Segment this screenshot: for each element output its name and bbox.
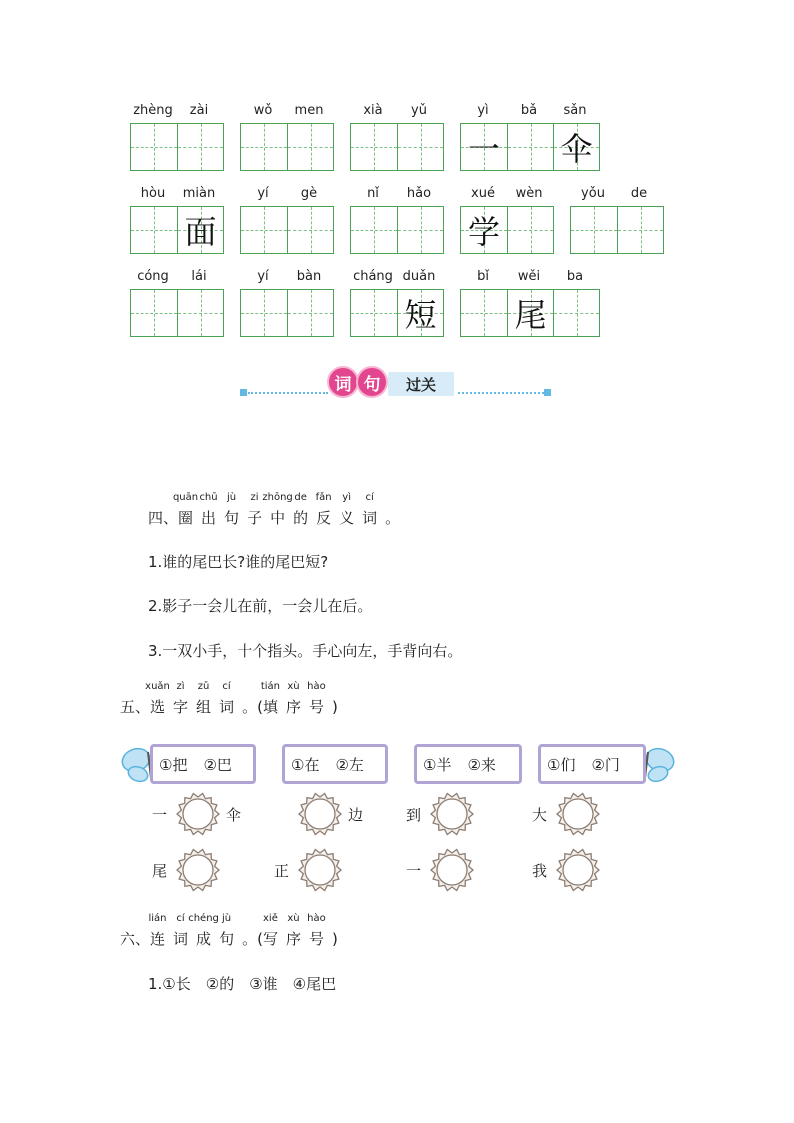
ruby-base: 选 [150,698,166,716]
blank-before-char: 一 [406,862,422,880]
ruby-base: 成 [196,930,212,948]
ruby-char [285,913,301,949]
question-4-item: 1.谁的尾巴长?谁的尾巴短? [148,553,329,571]
writing-cell[interactable] [351,290,397,336]
pinyin-label: gè [300,186,318,201]
banner-left-line [248,392,328,394]
blank-before-char: 尾 [152,862,168,880]
writing-cell[interactable] [461,207,507,253]
punctuation: ) [331,698,338,716]
writing-cell[interactable] [397,207,443,253]
writing-cell[interactable] [241,207,287,253]
pinyin-label: de [630,186,648,201]
question-4-item: 3.一双小手，十个指头。手心向左，手背向右。 [148,642,463,660]
ruby-pinyin: zi [250,492,259,503]
ruby-char [148,913,167,949]
writing-cell[interactable] [351,207,397,253]
punctuation: 。( [242,698,263,716]
option-b: ②巴 [203,755,232,774]
ruby-base: 词 [219,698,235,716]
question-6-item: 1.①长 ②的 ③谁 ④尾巴 [148,975,337,993]
pinyin-label: sǎn [563,103,587,118]
sun-blank[interactable] [176,792,220,836]
blank-before-char: 我 [532,862,548,880]
ruby-pinyin: jù [226,492,237,503]
option-b: ②门 [591,755,620,774]
ruby-base: 号 [308,930,324,948]
pinyin-label: bǎ [520,103,538,118]
ruby-char [362,492,378,528]
ruby-base: 义 [339,509,355,527]
ruby-pinyin: cí [222,681,231,692]
grid-character: 面 [184,213,217,251]
ruby-pinyin: tián [260,681,281,692]
writing-cell[interactable] [397,290,443,336]
ruby-pinyin: jù [222,913,232,924]
ruby-char [285,681,301,717]
ruby-pinyin: cí [176,913,185,924]
writing-cell[interactable] [131,124,177,170]
pinyin-label: miàn [182,186,216,201]
option-a: ①们 [547,755,576,774]
ruby-char [262,913,278,949]
question-6-title [120,913,338,949]
ruby-char [173,681,189,717]
writing-cell[interactable] [287,124,333,170]
pinyin-label: zhèng [133,103,173,118]
ruby-char [219,913,235,949]
writing-cell[interactable] [287,207,333,253]
ruby-pinyin: zhōng [262,492,293,503]
ruby-pinyin: yì [342,492,351,503]
pinyin-label: hǎo [406,186,432,201]
ruby-char [315,492,332,528]
writing-cell[interactable] [571,207,617,253]
writing-cell[interactable] [553,290,599,336]
ruby-char [307,913,326,949]
ruby-pinyin: zì [176,681,185,692]
writing-cell[interactable] [617,207,663,253]
option-a: ①把 [159,755,188,774]
ruby-pinyin: hào [307,681,326,692]
ruby-base: 圈 [178,509,194,527]
ruby-char [219,681,235,717]
question-5-title [120,681,338,717]
ruby-pinyin: chū [199,492,218,503]
banner-bubble-ci: 词 [327,366,359,398]
blank-before-char: 正 [274,862,290,880]
ruby-char [188,913,219,949]
pinyin-label: yí [257,269,269,284]
ruby-base: 填 [262,698,278,716]
grid-character: 学 [467,213,500,251]
ruby-pinyin: zǔ [197,681,210,692]
ruby-base: 句 [224,509,240,527]
ruby-base: 出 [201,509,217,527]
blank-after-char: 边 [348,806,364,824]
option-b: ②来 [467,755,496,774]
ruby-char [224,492,240,528]
pinyin-label: ba [566,269,584,284]
pinyin-label: zài [189,103,209,118]
ruby-pinyin: fǎn [315,492,332,503]
ruby-base: 组 [196,698,212,716]
option-a: ①半 [423,755,452,774]
ruby-char [293,492,309,528]
question-number: 五、 [120,698,151,716]
option-box [538,744,646,784]
ruby-base: 词 [362,509,378,527]
ruby-base: 子 [247,509,263,527]
sun-blank[interactable] [298,792,342,836]
ruby-char [262,492,293,528]
writing-cell[interactable] [461,124,507,170]
option-box [282,744,388,784]
blank-before-char: 大 [532,806,548,824]
blank-before-char: 到 [406,806,422,824]
pinyin-label: hòu [140,186,166,201]
ruby-char [307,681,326,717]
banner-tag: 过关 [388,372,454,396]
ruby-base: 句 [219,930,235,948]
writing-cell[interactable] [507,207,553,253]
pinyin-label: cóng [137,269,169,284]
question-4-title [148,492,401,528]
punctuation: ) [331,930,338,948]
writing-cell[interactable] [287,290,333,336]
ruby-pinyin: lián [148,913,167,924]
pinyin-label: yǔ [411,103,427,118]
writing-cell[interactable] [177,290,223,336]
ruby-pinyin: chéng [188,913,219,924]
pinyin-label: bàn [296,269,322,284]
pinyin-label: wěi [517,269,541,284]
writing-cell[interactable] [397,124,443,170]
pinyin-label: yí [257,186,269,201]
ruby-pinyin: xù [287,913,300,924]
option-a: ①在 [291,755,320,774]
ruby-base: 字 [173,698,189,716]
ruby-pinyin: hào [307,913,326,924]
punctuation: 。 [385,509,401,527]
ruby-pinyin: xiě [263,913,278,924]
writing-cell[interactable] [553,124,599,170]
ruby-char [199,492,218,528]
ruby-base: 连 [150,930,166,948]
ruby-base: 反 [316,509,332,527]
grid-character: 尾 [514,296,547,334]
ruby-char [247,492,263,528]
ruby-char [339,492,355,528]
ruby-base: 号 [308,698,324,716]
sun-blank[interactable] [430,792,474,836]
ruby-char [260,681,281,717]
pinyin-label: nǐ [367,186,379,201]
sun-blank[interactable] [556,792,600,836]
banner-bubble-ju: 句 [356,366,388,398]
question-4-item: 2.影子一会儿在前，一会儿在后。 [148,597,373,615]
option-box [150,744,256,784]
ruby-base: 的 [293,509,309,527]
pinyin-label: xià [363,103,383,118]
pinyin-label: wèn [515,186,543,201]
pinyin-label: xué [471,186,495,201]
ruby-char [196,681,212,717]
blank-after-char: 伞 [226,806,242,824]
blank-before-char: 一 [152,806,168,824]
sun-blank[interactable] [556,848,600,892]
pinyin-label: lái [191,269,207,284]
ruby-base: 中 [270,509,286,527]
question-number: 六、 [120,930,151,948]
ruby-char [173,913,189,949]
pinyin-label: duǎn [402,269,436,284]
sun-blank[interactable] [430,848,474,892]
ruby-base: 序 [285,930,301,948]
writing-cell[interactable] [507,124,553,170]
writing-cell[interactable] [461,290,507,336]
ruby-base: 写 [262,930,278,948]
banner-right-dot [544,389,551,396]
ruby-char [145,681,170,717]
writing-cell[interactable] [241,290,287,336]
ruby-base: 词 [173,930,189,948]
option-box [414,744,522,784]
sun-blank[interactable] [298,848,342,892]
writing-cell[interactable] [177,207,223,253]
grid-character: 一 [467,130,500,168]
pinyin-label: yǒu [581,186,605,201]
writing-cell[interactable] [351,124,397,170]
writing-cell[interactable] [241,124,287,170]
option-b: ②左 [335,755,364,774]
ruby-base: 序 [285,698,301,716]
ruby-pinyin: xù [287,681,300,692]
pinyin-label: men [294,103,324,118]
punctuation: 。( [242,930,263,948]
ruby-pinyin: cí [365,492,374,503]
ruby-char [172,492,199,528]
pinyin-label: yì [477,103,489,118]
banner-left-dot [240,389,247,396]
banner-right-line [458,392,544,394]
pinyin-label: wǒ [253,103,273,118]
grid-character: 伞 [560,130,593,168]
writing-cell[interactable] [177,124,223,170]
ruby-pinyin: quān [172,492,199,503]
pinyin-label: bǐ [477,269,489,284]
writing-cell[interactable] [131,290,177,336]
question-number: 四、 [148,509,179,527]
pinyin-label: cháng [353,269,393,284]
ruby-pinyin: xuǎn [145,681,170,692]
sun-blank[interactable] [176,848,220,892]
writing-cell[interactable] [507,290,553,336]
ruby-pinyin: de [294,492,307,503]
writing-cell[interactable] [131,207,177,253]
grid-character: 短 [404,296,437,334]
